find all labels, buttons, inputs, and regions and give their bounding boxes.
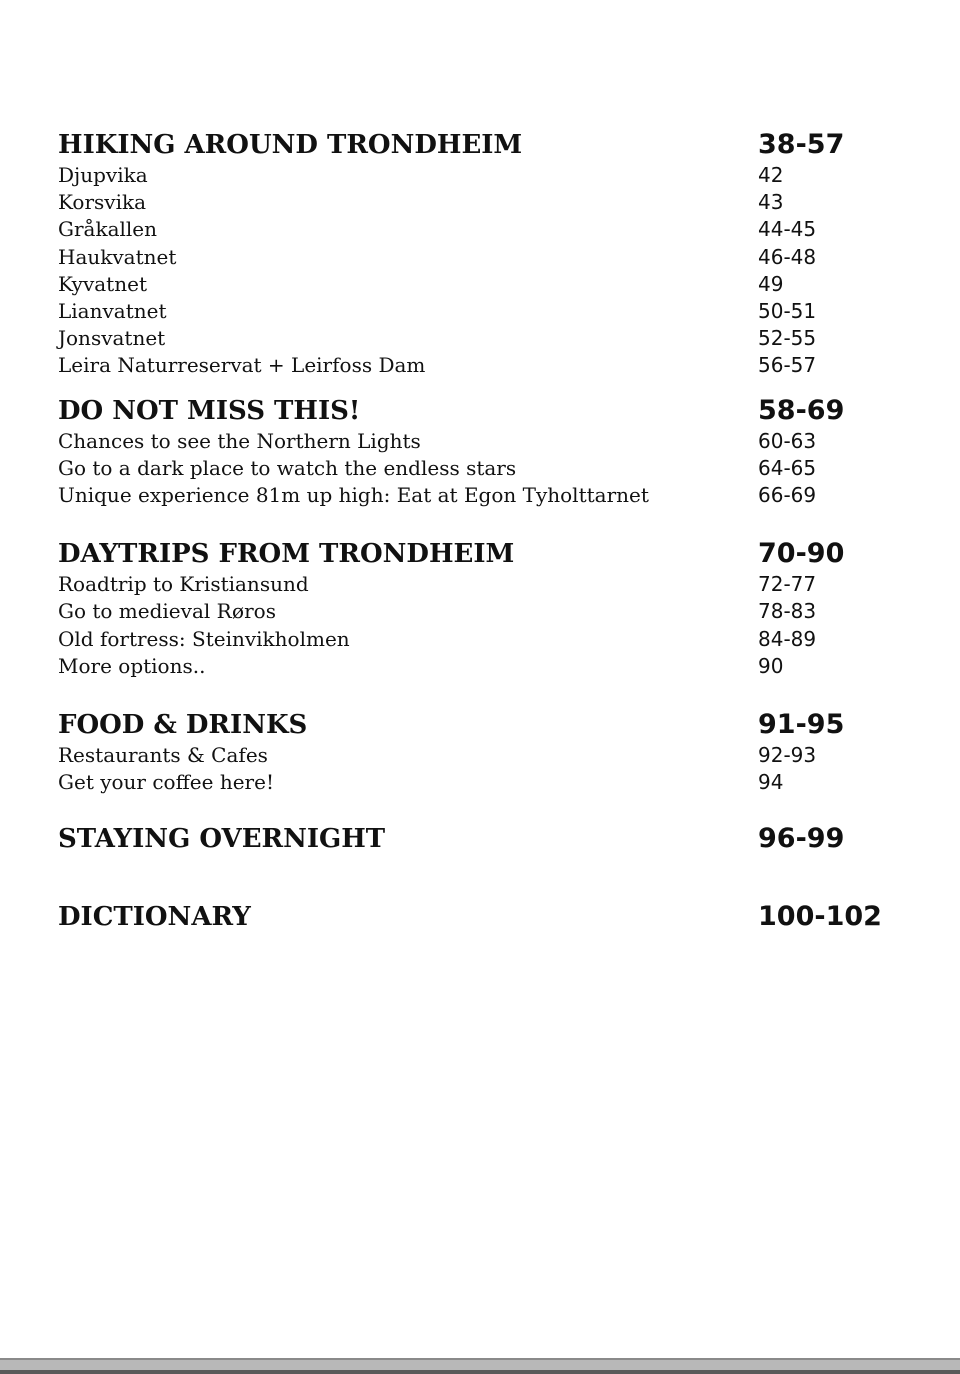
toc-item[interactable]	[58, 482, 918, 509]
toc-section-staying-overnight	[58, 822, 918, 856]
toc-item-pages: 92-93	[758, 743, 817, 768]
toc-heading-pages: 70-90	[758, 538, 845, 570]
toc-item-pages: 43	[758, 190, 784, 215]
toc-item-pages: 44-45	[758, 217, 817, 242]
toc-item[interactable]	[58, 571, 918, 598]
toc-item-title: Leira Naturreservat + Leirfoss Dam	[58, 353, 426, 378]
toc-item-pages: 94	[758, 770, 784, 795]
toc-item[interactable]	[58, 352, 918, 379]
table-of-contents	[58, 128, 918, 934]
toc-item[interactable]	[58, 428, 918, 455]
toc-heading-pages: 96-99	[758, 823, 845, 855]
toc-item-pages: 78-83	[758, 599, 817, 624]
bottom-scroll-bar-edge	[0, 1370, 960, 1374]
toc-item[interactable]	[58, 653, 918, 680]
toc-heading-title: DICTIONARY	[58, 902, 251, 933]
toc-item-pages: 42	[758, 163, 784, 187]
toc-item-pages: 49	[758, 271, 784, 296]
toc-item-title: Korsvika	[58, 190, 147, 215]
toc-item-pages: 50-51	[758, 299, 817, 324]
toc-heading-pages: 58-69	[758, 394, 845, 426]
toc-item-pages: 64-65	[758, 455, 817, 480]
toc-item-pages: 84-89	[758, 626, 817, 651]
toc-heading-pages: 91-95	[758, 709, 845, 741]
toc-item-title: Get your coffee here!	[58, 770, 274, 795]
toc-item-title: Old fortress: Steinvikholmen	[58, 626, 350, 651]
toc-item-pages: 56-57	[758, 353, 817, 378]
toc-item-title: Haukvatnet	[58, 244, 177, 269]
toc-heading-title: HIKING AROUND TRONDHEIM	[58, 130, 523, 160]
toc-item[interactable]	[58, 455, 918, 482]
toc-item[interactable]	[58, 189, 918, 216]
bottom-scroll-bar	[0, 1358, 960, 1374]
toc-heading-pages: 38-57	[758, 129, 845, 160]
toc-item-title: Gråkallen	[58, 217, 158, 242]
toc-item[interactable]	[58, 162, 918, 189]
toc-item-pages: 66-69	[758, 483, 817, 508]
toc-item-title: Unique experience 81m up high: Eat at Egon Tyholttarnet	[58, 483, 649, 508]
toc-heading[interactable]	[58, 708, 918, 742]
toc-item-pages: 90	[758, 653, 784, 678]
toc-item-title: Roadtrip to Kristiansund	[58, 572, 309, 597]
toc-heading[interactable]	[58, 394, 918, 428]
toc-heading[interactable]	[58, 822, 918, 856]
toc-item-title: Go to medieval Røros	[58, 599, 276, 624]
toc-item-pages: 60-63	[758, 428, 817, 453]
toc-heading[interactable]	[58, 900, 918, 934]
toc-item[interactable]	[58, 216, 918, 243]
toc-section-hiking	[58, 128, 918, 380]
toc-item-title: Go to a dark place to watch the endless stars	[58, 455, 517, 480]
toc-section-dictionary	[58, 900, 918, 934]
toc-item[interactable]	[58, 742, 918, 769]
toc-item-pages: 52-55	[758, 326, 817, 351]
toc-item[interactable]	[58, 769, 918, 796]
toc-item-title: Djupvika	[58, 163, 148, 187]
toc-item-pages: 72-77	[758, 572, 817, 597]
toc-section-do-not-miss	[58, 394, 918, 510]
toc-item[interactable]	[58, 298, 918, 325]
toc-heading-title: FOOD & DRINKS	[58, 710, 308, 741]
toc-section-food-drinks	[58, 708, 918, 796]
toc-item[interactable]	[58, 271, 918, 298]
toc-item[interactable]	[58, 325, 918, 352]
toc-heading-title: DAYTRIPS FROM TRONDHEIM	[58, 539, 515, 570]
toc-heading[interactable]	[58, 537, 918, 571]
toc-heading-title: DO NOT MISS THIS!	[58, 395, 361, 426]
toc-heading-title: STAYING OVERNIGHT	[58, 824, 386, 855]
toc-item-title: Kyvatnet	[58, 271, 147, 296]
toc-item-title: Lianvatnet	[58, 299, 167, 324]
toc-item[interactable]	[58, 244, 918, 271]
toc-item-title: Restaurants & Cafes	[58, 743, 268, 768]
toc-item[interactable]	[58, 598, 918, 625]
toc-item[interactable]	[58, 626, 918, 653]
toc-item-pages: 46-48	[758, 244, 817, 269]
toc-section-daytrips	[58, 537, 918, 680]
toc-heading[interactable]	[58, 128, 918, 162]
toc-item-title: More options..	[58, 653, 206, 678]
toc-item-title: Chances to see the Northern Lights	[58, 428, 421, 453]
toc-heading-pages: 100-102	[758, 901, 882, 933]
toc-item-title: Jonsvatnet	[58, 326, 166, 351]
